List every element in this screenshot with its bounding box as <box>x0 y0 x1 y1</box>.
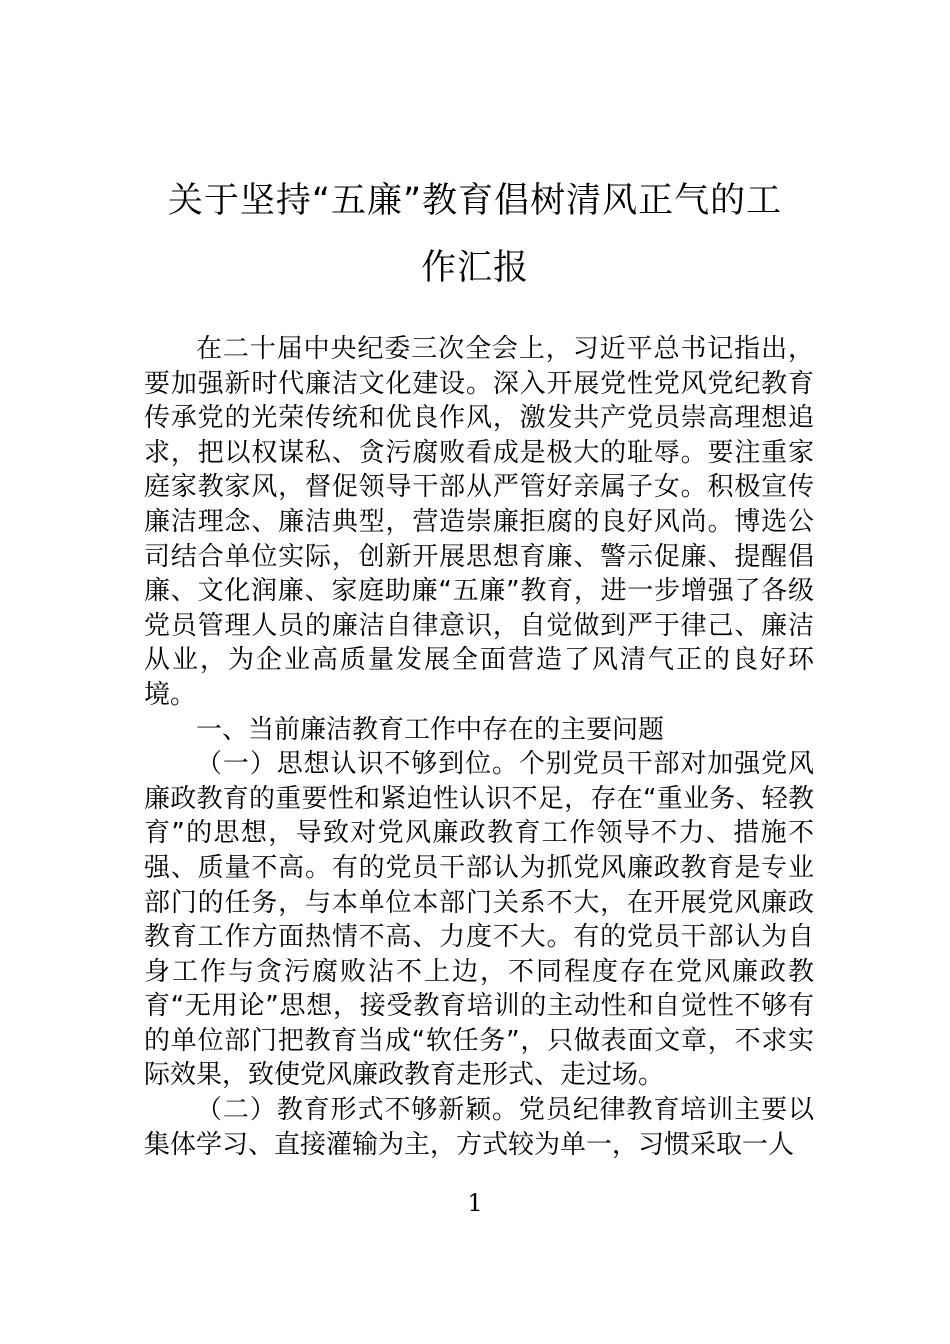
title-line-1: 关于坚持“五廉”教育倡树清风正气的工 <box>167 181 783 221</box>
document-body <box>144 332 814 1162</box>
paragraph-problem-2: （二）教育形式不够新颖。党员纪律教育培训主要以集体学习、直接灌输为主，方式较为单一，习惯采取一人 <box>144 1095 814 1160</box>
paragraph-intro: 在二十届中央纪委三次全会上，习近平总书记指出，要加强新时代廉洁文化建设。深入开展党性党风党纪教育传承党的光荣传统和优良作风，激发共产党员崇高理想追求，把以权谋私、贪污腐败看成是极大的耻辱。要注重家庭家教家风，督促领导干部从严管好亲属子女。积极宣传廉洁理念、廉洁典型，营造崇廉拒腐的良好风尚。博选公司结合单位实际，创新开展思想育廉、警示促廉、提醒倡廉、文化润廉、家庭助廉“五廉”教育，进一步增强了各级党员管理人员的廉洁自律意识，自觉做到严于律己、廉洁从业，为企业高质量发展全面营造了风清气正的良好环境。 <box>144 334 814 710</box>
paragraph-problem-1: （一）思想认识不够到位。个别党员干部对加强党风廉政教育的重要性和紧迫性认识不足，存在“重业务、轻教育”的思想，导致对党风廉政教育工作领导不力、措施不强、质量不高。有的党员干部认为抓党风廉政教育是专业部门的任务，与本单位本部门关系不大，在开展党风廉政教育工作方面热情不高、力度不大。有的党员干部认为自身工作与贪污腐败沾不上边，不同程度存在党风廉政教育“无用论”思想，接受教育培训的主动性和自觉性不够有的单位部门把教育当成“软任务”，只做表面文章，不求实际效果，致使党风廉政教育走形式、走过场。 <box>144 749 814 1091</box>
document-title <box>120 168 830 302</box>
title-line-2: 作汇报 <box>420 248 529 288</box>
page-number: 1 <box>467 1189 483 1217</box>
section-heading-1: 一、当前廉洁教育工作中存在的主要问题 <box>196 714 665 745</box>
